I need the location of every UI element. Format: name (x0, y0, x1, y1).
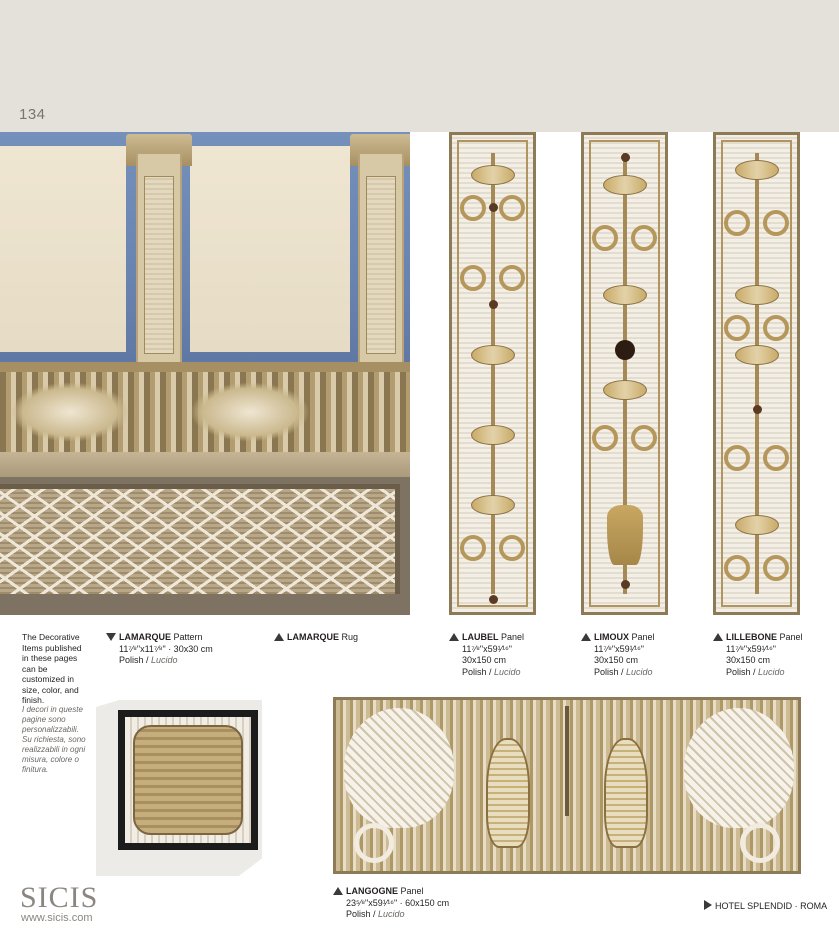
room-photo (0, 132, 410, 615)
customization-note-en: The Decorative Items published in these pages can be customized in size, color, and finish. (22, 632, 82, 705)
caption-lillebone: LILLEBONE Panel 11⁷⁄⁸"x59¹⁄¹⁶" 30x150 cm Polish / Lucido (713, 632, 803, 678)
header-band (0, 0, 839, 132)
location-caption: HOTEL SPLENDID · ROMA (704, 900, 827, 913)
caption-laubel: LAUBEL Panel 11⁷⁄⁸"x59¹⁄¹⁶" 30x150 cm Polish / Lucido (449, 632, 524, 678)
page-number: 134 (19, 106, 46, 123)
mosaic-pilaster (136, 152, 182, 364)
mosaic-pilaster (358, 152, 404, 364)
lamarque-rug-image (0, 484, 400, 594)
triangle-down-icon (106, 633, 116, 641)
lillebone-panel-image (713, 132, 800, 615)
triangle-right-icon (704, 900, 712, 910)
website-url[interactable]: www.sicis.com (21, 912, 93, 924)
triangle-up-icon (333, 887, 343, 895)
caption-lamarque-pattern: LAMARQUE Pattern 11⁷⁄⁸"x11⁷⁄⁸" · 30x30 cm Polish / Lucido (106, 632, 213, 667)
triangle-up-icon (449, 633, 459, 641)
plaster-panel (190, 146, 350, 352)
caption-lamarque-rug: LAMARQUE Rug (274, 632, 358, 644)
limoux-panel-image (581, 132, 668, 615)
laubel-panel-image (449, 132, 536, 615)
lamarque-pattern-swatch (96, 700, 262, 876)
sicis-logo: SICIS (20, 881, 99, 914)
triangle-up-icon (581, 633, 591, 641)
caption-limoux: LIMOUX Panel 11⁷⁄⁸"x59¹⁄¹⁶" 30x150 cm Polish / Lucido (581, 632, 655, 678)
plaster-panel (0, 146, 126, 352)
langogne-panel-image (333, 697, 801, 874)
triangle-up-icon (713, 633, 723, 641)
triangle-up-icon (274, 633, 284, 641)
customization-note-it: I decori in queste pagine sono personalizzabili. Su richiesta, sono realizzabili in ogni misura, colore o finitura. (22, 705, 86, 774)
caption-langogne: LANGOGNE Panel 23⁵⁄⁸"x59¹⁄¹⁶" · 60x150 cm Polish / Lucido (333, 886, 449, 921)
frieze-motif (190, 382, 310, 442)
frieze-motif (10, 382, 130, 442)
